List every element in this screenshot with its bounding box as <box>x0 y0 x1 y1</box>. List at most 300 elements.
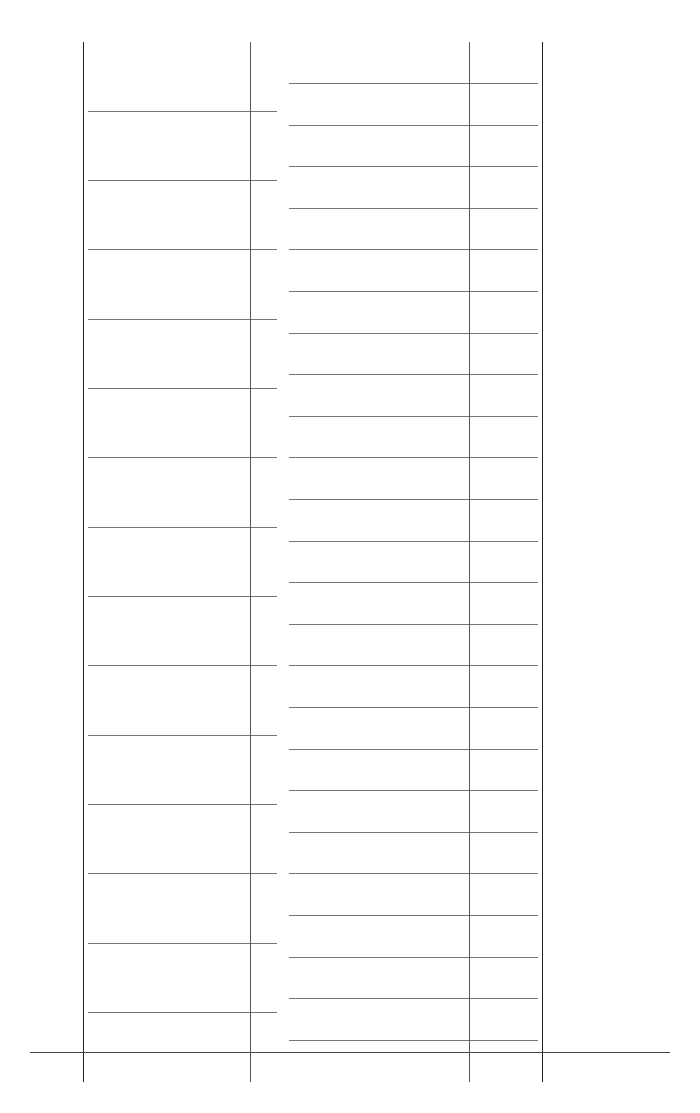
table-cell <box>88 597 97 666</box>
table-cell <box>214 597 223 666</box>
sawn-output-table-header <box>251 42 278 1082</box>
table-row <box>214 42 223 1082</box>
table-cell <box>169 666 178 735</box>
table-cell <box>97 458 106 527</box>
table-cell <box>223 805 232 874</box>
table-row <box>406 42 415 1082</box>
table-cell <box>325 416 334 458</box>
table-cell <box>289 583 298 625</box>
table-cell <box>397 666 406 708</box>
table-cell <box>451 167 460 209</box>
table-cell <box>433 375 442 417</box>
table-cell <box>406 708 415 750</box>
table-cell <box>142 805 151 874</box>
table-cell <box>370 791 379 833</box>
table-cell <box>289 999 298 1041</box>
table-cell <box>133 181 142 250</box>
table-cell <box>361 999 370 1041</box>
table-row <box>133 42 142 1082</box>
table-cell <box>352 292 361 334</box>
table-cell <box>388 42 397 84</box>
table-cell <box>298 500 307 542</box>
column-header <box>251 42 278 111</box>
table-cell <box>442 250 451 292</box>
table-cell <box>307 292 316 334</box>
table-cell <box>289 416 298 458</box>
table-cell <box>388 500 397 542</box>
table-cell <box>388 333 397 375</box>
table-cell <box>196 250 205 319</box>
table-cell <box>433 541 442 583</box>
table-cell <box>442 42 451 84</box>
column-header <box>470 416 539 458</box>
table-cell <box>451 915 460 957</box>
table-cell <box>124 1013 133 1082</box>
table-cell <box>178 319 187 388</box>
table-cell <box>178 666 187 735</box>
table-row <box>370 42 379 1082</box>
table-cell <box>160 874 169 943</box>
table-cell <box>298 749 307 791</box>
table-cell <box>232 319 241 388</box>
table-cell <box>334 957 343 999</box>
table-cell <box>361 1040 370 1082</box>
table-cell <box>97 666 106 735</box>
table-cell <box>307 458 316 500</box>
table-cell <box>88 527 97 596</box>
table-cell <box>316 957 325 999</box>
table-cell <box>370 208 379 250</box>
table-cell <box>370 125 379 167</box>
table-cell <box>289 874 298 916</box>
column-header <box>470 832 539 874</box>
table-cell <box>298 42 307 84</box>
column-header <box>470 541 539 583</box>
table-row <box>460 42 470 1082</box>
table-cell <box>361 42 370 84</box>
table-cell <box>316 708 325 750</box>
table-cell <box>160 943 169 1012</box>
table-cell <box>370 874 379 916</box>
table-cell <box>106 458 115 527</box>
table-cell <box>370 416 379 458</box>
table-cell <box>307 375 316 417</box>
table-cell <box>178 389 187 458</box>
table-cell <box>388 250 397 292</box>
table-cell <box>379 84 388 126</box>
table-row <box>223 42 232 1082</box>
table-cell <box>151 181 160 250</box>
table-cell <box>433 957 442 999</box>
table-cell <box>442 957 451 999</box>
table-cell <box>307 541 316 583</box>
table-cell <box>352 708 361 750</box>
table-cell <box>289 832 298 874</box>
table-cell <box>241 319 251 388</box>
table-cell <box>415 749 424 791</box>
table-cell <box>205 181 214 250</box>
table-cell <box>325 999 334 1041</box>
table-row <box>187 42 196 1082</box>
table-cell <box>187 250 196 319</box>
table-cell <box>397 874 406 916</box>
table-cell <box>406 915 415 957</box>
table-cell <box>241 666 251 735</box>
table-cell <box>361 250 370 292</box>
table-cell <box>442 375 451 417</box>
table-cell <box>397 624 406 666</box>
table-cell <box>241 181 251 250</box>
table-cell <box>334 250 343 292</box>
table-cell <box>370 42 379 84</box>
table-cell <box>388 375 397 417</box>
table-cell <box>133 111 142 180</box>
table-cell <box>160 735 169 804</box>
table-cell <box>289 458 298 500</box>
table-cell <box>232 42 241 111</box>
table-cell <box>133 42 142 111</box>
table-cell <box>298 832 307 874</box>
table-cell <box>232 181 241 250</box>
table-cell <box>316 624 325 666</box>
table-cell <box>196 666 205 735</box>
table-cell <box>379 167 388 209</box>
table-cell <box>325 666 334 708</box>
table-cell <box>361 749 370 791</box>
table-cell <box>397 915 406 957</box>
table-cell <box>343 957 352 999</box>
table-cell <box>160 805 169 874</box>
table-cell <box>241 250 251 319</box>
table-cell <box>307 832 316 874</box>
table-cell <box>442 416 451 458</box>
table-row <box>397 42 406 1082</box>
table-cell <box>343 333 352 375</box>
table-cell <box>343 541 352 583</box>
table-cell <box>361 832 370 874</box>
table-cell <box>370 167 379 209</box>
table-cell <box>316 458 325 500</box>
table-cell <box>361 416 370 458</box>
table-cell <box>97 597 106 666</box>
table-cell <box>361 458 370 500</box>
table-cell <box>370 250 379 292</box>
table-cell <box>370 915 379 957</box>
table-cell <box>289 624 298 666</box>
production-table-body <box>289 42 470 1082</box>
table-cell <box>343 500 352 542</box>
table-cell <box>307 333 316 375</box>
table-cell <box>415 666 424 708</box>
table-cell <box>379 250 388 292</box>
table-cell <box>325 292 334 334</box>
table-cell <box>289 208 298 250</box>
table-cell <box>352 749 361 791</box>
table-cell <box>361 292 370 334</box>
table-cell <box>370 999 379 1041</box>
table-cell <box>424 1040 433 1082</box>
table-cell <box>88 458 97 527</box>
table-cell <box>334 167 343 209</box>
table-cell <box>196 527 205 596</box>
table-cell <box>223 527 232 596</box>
table-cell <box>424 167 433 209</box>
table-cell <box>442 624 451 666</box>
column-header <box>251 597 278 666</box>
table-cell <box>415 416 424 458</box>
table-cell <box>379 624 388 666</box>
table-cell <box>388 583 397 625</box>
table-cell <box>307 708 316 750</box>
table-cell <box>334 416 343 458</box>
table-cell <box>214 943 223 1012</box>
table-cell <box>397 208 406 250</box>
table-cell <box>415 292 424 334</box>
table-cell <box>415 583 424 625</box>
table-cell <box>307 915 316 957</box>
table-cell <box>442 333 451 375</box>
table-cell <box>124 874 133 943</box>
table-cell <box>316 42 325 84</box>
table-cell <box>406 957 415 999</box>
table-cell <box>124 319 133 388</box>
table-cell <box>424 541 433 583</box>
table-cell <box>307 167 316 209</box>
table-cell <box>97 527 106 596</box>
table-cell <box>232 111 241 180</box>
table-cell <box>325 915 334 957</box>
table-cell <box>433 208 442 250</box>
table-cell <box>232 666 241 735</box>
table-cell <box>397 292 406 334</box>
column-header <box>470 874 539 916</box>
table-cell <box>325 500 334 542</box>
table-cell <box>124 42 133 111</box>
table-cell <box>397 957 406 999</box>
table-cell <box>187 527 196 596</box>
table-cell <box>325 1040 334 1082</box>
table-cell <box>115 111 124 180</box>
column-header <box>251 874 278 943</box>
table-cell <box>142 666 151 735</box>
table-cell <box>334 624 343 666</box>
table-cell <box>142 943 151 1012</box>
table-cell <box>325 874 334 916</box>
table-cell <box>88 874 97 943</box>
table-cell <box>106 42 115 111</box>
table-cell <box>142 735 151 804</box>
table-cell <box>97 42 106 111</box>
table-cell <box>298 208 307 250</box>
table-cell <box>133 250 142 319</box>
table-cell <box>352 125 361 167</box>
table-cell <box>316 999 325 1041</box>
table-cell <box>316 791 325 833</box>
table-cell <box>415 167 424 209</box>
table-row <box>415 42 424 1082</box>
table-cell <box>169 458 178 527</box>
table-cell <box>214 319 223 388</box>
table-cell <box>151 666 160 735</box>
table-cell <box>370 583 379 625</box>
table-cell <box>397 167 406 209</box>
table-cell <box>196 1013 205 1082</box>
table-cell <box>214 458 223 527</box>
column-header <box>251 111 278 180</box>
table-cell <box>460 125 470 167</box>
table-cell <box>424 999 433 1041</box>
column-header <box>251 389 278 458</box>
table-cell <box>106 597 115 666</box>
table-cell <box>325 42 334 84</box>
table-cell <box>169 943 178 1012</box>
table-cell <box>388 541 397 583</box>
table-cell <box>205 1013 214 1082</box>
table-cell <box>442 832 451 874</box>
table-cell <box>460 167 470 209</box>
table-cell <box>343 292 352 334</box>
table-cell <box>223 597 232 666</box>
column-header <box>470 42 539 84</box>
table-cell <box>289 292 298 334</box>
table-cell <box>379 42 388 84</box>
table-cell <box>289 708 298 750</box>
table-cell <box>361 583 370 625</box>
table-cell <box>316 749 325 791</box>
table-cell <box>325 208 334 250</box>
table-cell <box>352 957 361 999</box>
table-cell <box>415 999 424 1041</box>
table-cell <box>115 1013 124 1082</box>
table-row <box>433 42 442 1082</box>
table-cell <box>406 874 415 916</box>
table-cell <box>196 943 205 1012</box>
table-cell <box>334 791 343 833</box>
table-cell <box>307 791 316 833</box>
column-header <box>251 250 278 319</box>
table-cell <box>316 915 325 957</box>
table-cell <box>334 458 343 500</box>
table-cell <box>232 874 241 943</box>
table-cell <box>316 500 325 542</box>
table-cell <box>106 943 115 1012</box>
table-cell <box>424 208 433 250</box>
table-cell <box>298 791 307 833</box>
table-cell <box>451 791 460 833</box>
table-cell <box>370 749 379 791</box>
table-cell <box>424 749 433 791</box>
table-cell <box>97 389 106 458</box>
table-cell <box>178 181 187 250</box>
table-cell <box>214 666 223 735</box>
table-cell <box>388 999 397 1041</box>
table-cell <box>115 597 124 666</box>
table-row <box>241 42 251 1082</box>
table-cell <box>115 181 124 250</box>
rotated-table-area <box>5 42 565 1082</box>
table-cell <box>451 292 460 334</box>
table-cell <box>451 250 460 292</box>
table-cell <box>460 999 470 1041</box>
table-cell <box>88 943 97 1012</box>
table-cell <box>214 181 223 250</box>
table-cell <box>214 1013 223 1082</box>
table-cell <box>406 375 415 417</box>
table-cell <box>241 111 251 180</box>
table-cell <box>361 500 370 542</box>
table-cell <box>433 250 442 292</box>
table-cell <box>352 541 361 583</box>
table-cell <box>325 541 334 583</box>
table-cell <box>370 832 379 874</box>
table-cell <box>424 915 433 957</box>
table-cell <box>451 375 460 417</box>
table-cell <box>442 208 451 250</box>
table-cell <box>298 666 307 708</box>
table-row <box>97 42 106 1082</box>
table-cell <box>352 42 361 84</box>
table-cell <box>343 416 352 458</box>
table-cell <box>187 1013 196 1082</box>
table-cell <box>397 84 406 126</box>
table-cell <box>214 42 223 111</box>
table-cell <box>433 1040 442 1082</box>
table-cell <box>388 458 397 500</box>
table-cell <box>334 208 343 250</box>
column-header <box>251 805 278 874</box>
table-cell <box>424 292 433 334</box>
table-cell <box>379 708 388 750</box>
table-cell <box>343 42 352 84</box>
table-cell <box>241 874 251 943</box>
table-cell <box>361 708 370 750</box>
table-cell <box>115 250 124 319</box>
table-cell <box>97 250 106 319</box>
table-cell <box>361 874 370 916</box>
table-cell <box>460 292 470 334</box>
table-cell <box>433 333 442 375</box>
table-cell <box>433 832 442 874</box>
table-cell <box>196 597 205 666</box>
column-header <box>470 84 539 126</box>
table-cell <box>460 583 470 625</box>
table-cell <box>187 874 196 943</box>
table-cell <box>289 167 298 209</box>
column-header <box>470 292 539 334</box>
table-cell <box>223 735 232 804</box>
table-cell <box>397 791 406 833</box>
table-cell <box>214 874 223 943</box>
table-cell <box>106 181 115 250</box>
sawn-output-table <box>88 42 277 1082</box>
table-cell <box>388 666 397 708</box>
table-row <box>451 42 460 1082</box>
table-cell <box>325 583 334 625</box>
table-cell <box>460 874 470 916</box>
table-cell <box>133 597 142 666</box>
table-cell <box>316 292 325 334</box>
table-cell <box>97 943 106 1012</box>
table-cell <box>142 527 151 596</box>
table-cell <box>379 333 388 375</box>
table-cell <box>232 805 241 874</box>
table-cell <box>451 583 460 625</box>
table-cell <box>352 375 361 417</box>
table-cell <box>298 375 307 417</box>
table-cell <box>241 42 251 111</box>
table-cell <box>397 541 406 583</box>
table-cell <box>370 624 379 666</box>
